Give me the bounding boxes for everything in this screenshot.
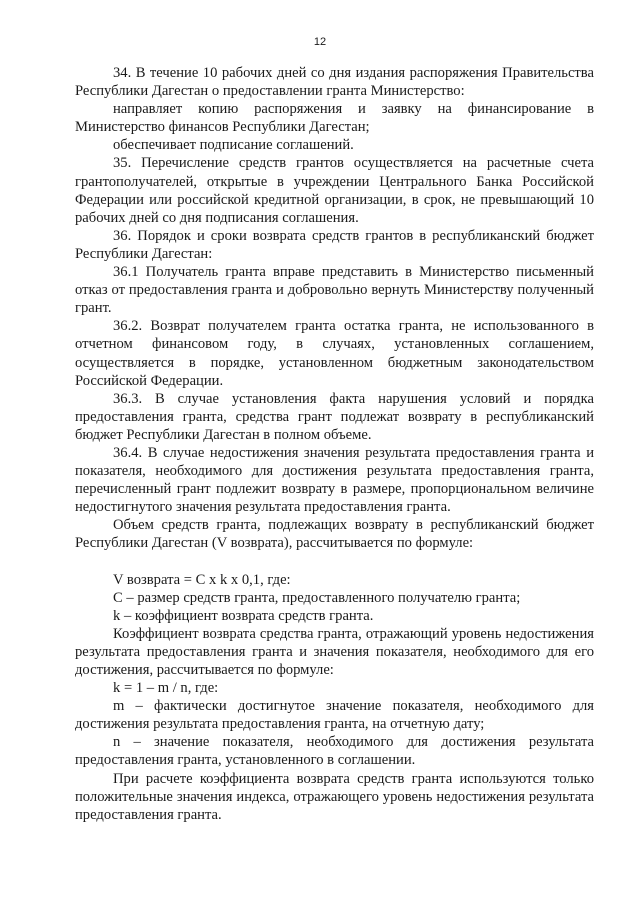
paragraph-34-item-2: обеспечивает подписание соглашений. bbox=[113, 137, 354, 154]
formula-k: k = 1 – m / n, где: bbox=[113, 680, 219, 697]
document-body bbox=[75, 64, 594, 824]
formula-m-definition: m – фактически достигнутое значение показателя, необходимого для достижения результата предоставления гранта, на отчетную дату; bbox=[75, 698, 594, 733]
paragraph-36: 36. Порядок и сроки возврата средств грантов в республиканский бюджет Республики Дагестан: bbox=[75, 227, 594, 262]
paragraph-return-volume: Объем средств гранта, подлежащих возврату в республиканский бюджет Республики Дагестан (V возврата), рассчитывается по формуле: bbox=[75, 517, 594, 552]
formula-v-return: V возврата = C x k x 0,1, где: bbox=[113, 571, 291, 588]
formula-n-definition: n – значение показателя, необходимого для достижения результата предоставления гранта, установленного в соглашении. bbox=[75, 734, 594, 769]
page-number: 12 bbox=[313, 36, 327, 48]
paragraph-36-1: 36.1 Получатель гранта вправе представить в Министерство письменный отказ от предоставления гранта и добровольно вернуть Министерству полученный грант. bbox=[75, 264, 594, 317]
formula-c-definition: С – размер средств гранта, предоставленного получателю гранта; bbox=[113, 589, 521, 606]
paragraph-36-3: 36.3. В случае установления факта нарушения условий и порядка предоставления гранта, средства грант подлежат возврату в республиканский бюджет Республики Дагестан в полном объеме. bbox=[75, 390, 594, 443]
paragraph-36-4: 36.4. В случае недостижения значения результата предоставления гранта и показателя, необходимого для достижения результата предоставления гранта, перечисленный грант подлежит возврату в размере, пропорциональном величине недостигнутого значения результата предоставления гранта. bbox=[75, 444, 594, 516]
paragraph-coefficient: Коэффициент возврата средства гранта, отражающий уровень недостижения результата предоставления гранта и значения показателя, необходимого для его достижения, рассчитывается по формуле: bbox=[75, 625, 594, 678]
paragraph-34: 34. В течение 10 рабочих дней со дня издания распоряжения Правительства Республики Дагестан о предоставлении гранта Министерство: bbox=[75, 65, 594, 100]
paragraph-34-item-1: направляет копию распоряжения и заявку на финансирование в Министерство финансов Республики Дагестан; bbox=[75, 101, 594, 136]
paragraph-calculation-note: При расчете коэффициента возврата средств гранта используются только положительные значения индекса, отражающего уровень недостижения результата предоставления гранта. bbox=[75, 770, 594, 823]
paragraph-36-2: 36.2. Возврат получателем гранта остатка гранта, не использованного в отчетном финансовом году, в случаях, установленных соглашением, осуществляется в порядке, установленном бюджетным законодательством Российской Федерации. bbox=[75, 318, 594, 389]
formula-k-definition: k – коэффициент возврата средств гранта. bbox=[113, 607, 374, 624]
paragraph-35: 35. Перечисление средств грантов осуществляется на расчетные счета грантополучателей, открытые в учреждении Центрального Банка Российской Федерации или российской кредитной организации, в срок, не превышающий 10 рабочих дней со дня подписания соглашения. bbox=[75, 155, 594, 226]
